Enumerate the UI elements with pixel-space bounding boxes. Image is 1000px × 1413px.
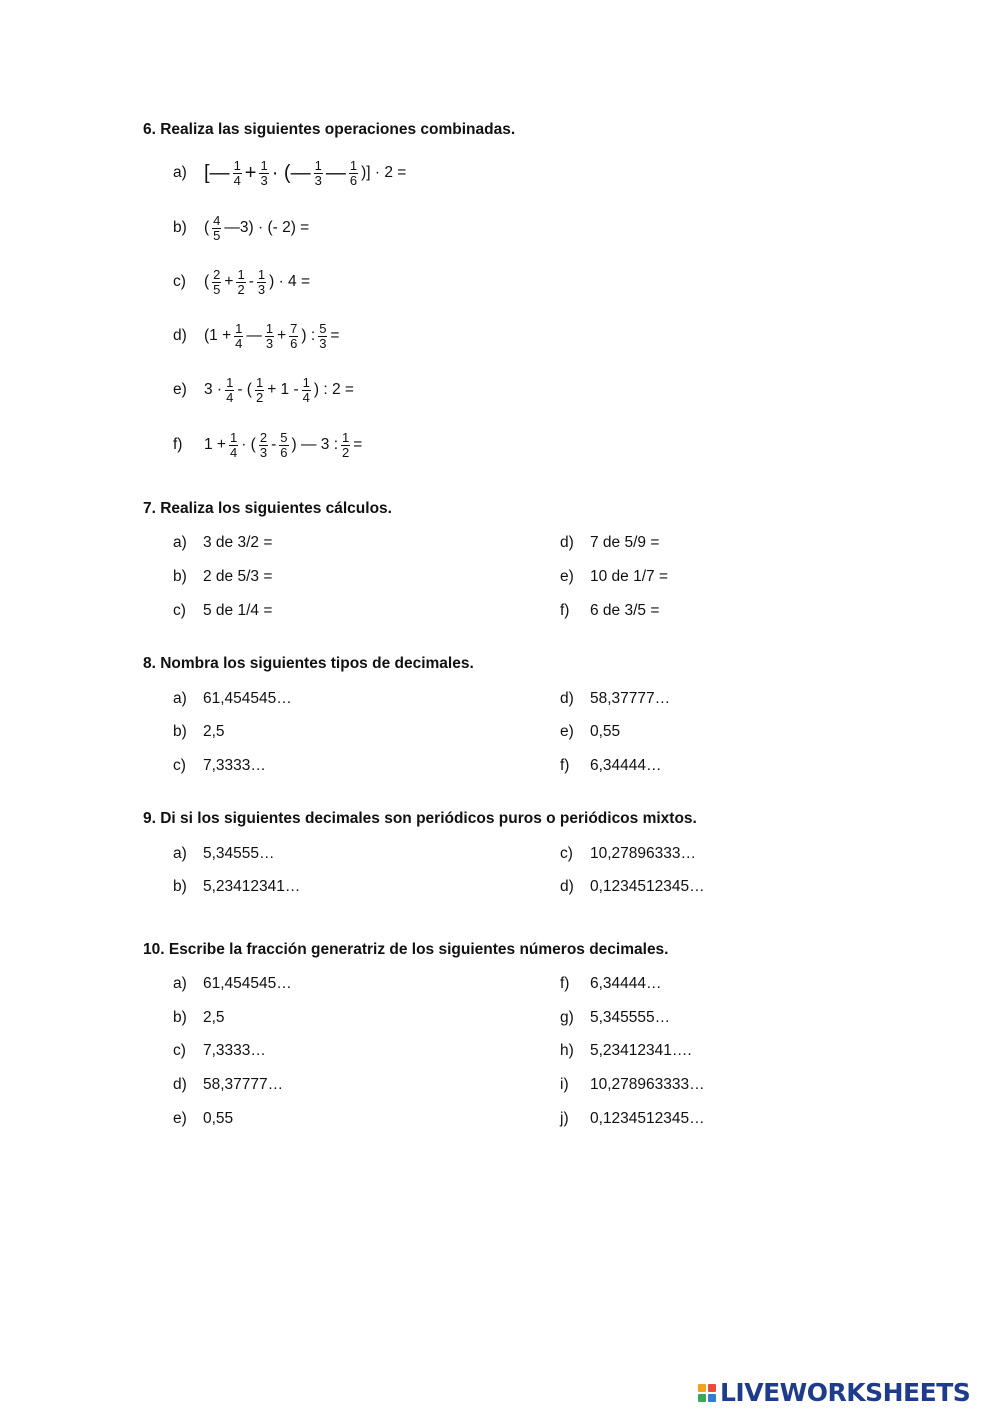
q7-title: 7. Realiza los siguientes cálculos.: [143, 500, 392, 517]
q8-item-d: d) 58,37777…: [560, 690, 671, 707]
q10-item-g: g) 5,345555…: [560, 1009, 671, 1026]
q9-item-c: c) 10,27896333…: [560, 845, 697, 862]
q6-item-a-label: a): [173, 164, 187, 181]
q6-item-b-label: b): [173, 219, 187, 236]
logo-mark-square: [698, 1394, 706, 1402]
logo-mark-square: [698, 1384, 706, 1392]
q8-item-f: f) 6,34444…: [560, 757, 662, 774]
q8-title: 8. Nombra los siguientes tipos de decimales.: [143, 655, 474, 672]
q6-item-f-label: f): [173, 436, 183, 453]
q6-expression-b: ( $\frac{4}{5}$ —3) · (- 2) =: [204, 212, 310, 243]
q6-expression-f: 1 + $\frac{1}{4}$ · ( $\frac{2}{3}$ - $\frac{5}{6}$ ) — 3 : $\frac{1}{2}$ =: [204, 429, 363, 460]
q7-item-c: c) 5 de 1/4 =: [173, 602, 273, 619]
q6-expression-e: 3 · $\frac{1}{4}$ - ( $\frac{1}{2}$ + 1 - $\frac{1}{4}$ ) : 2 =: [204, 374, 354, 405]
q10-item-j: j) 0,1234512345…: [560, 1110, 705, 1127]
q8-item-c: c) 7,3333…: [173, 757, 266, 774]
q7-item-a: a) 3 de 3/2 =: [173, 534, 273, 551]
q10-title: 10. Escribe la fracción generatriz de los siguientes números decimales.: [143, 941, 669, 958]
q9-item-b: b) 5,23412341…: [173, 878, 301, 895]
q6-title: 6. Realiza las siguientes operaciones combinadas.: [143, 121, 516, 138]
q9-title: 9. Di si los siguientes decimales son periódicos puros o periódicos mixtos.: [143, 810, 697, 827]
q9-item-d: d) 0,1234512345…: [560, 878, 705, 895]
logo-mark-square: [708, 1394, 716, 1402]
q10-item-h: h) 5,23412341….: [560, 1042, 692, 1059]
q10-item-e: e) 0,55: [173, 1110, 234, 1127]
q10-item-d: d) 58,37777…: [173, 1076, 284, 1093]
logo-text: LIVEWORKSHEETS: [720, 1378, 971, 1407]
q10-item-i: i) 10,278963333…: [560, 1076, 705, 1093]
q8-item-a: a) 61,454545…: [173, 690, 292, 707]
q6-expression-c: ( $\frac{2}{5}$ + $\frac{1}{2}$ - $\frac{1}{3}$ ) · 4 =: [204, 266, 311, 297]
q7-item-f: f) 6 de 3/5 =: [560, 602, 660, 619]
liveworksheets-logo[interactable]: [698, 1378, 970, 1407]
liveworksheets-mark-icon: [698, 1384, 716, 1402]
q8-item-e: e) 0,55: [560, 723, 621, 740]
q10-item-c: c) 7,3333…: [173, 1042, 266, 1059]
q7-item-d: d) 7 de 5/9 =: [560, 534, 660, 551]
q6-item-e-label: e): [173, 381, 187, 398]
q9-item-a: a) 5,34555…: [173, 845, 275, 862]
q10-item-f: f) 6,34444…: [560, 975, 662, 992]
logo-mark-square: [708, 1384, 716, 1392]
q6-expression-a: [— $\frac{1}{4}$ + $\frac{1}{3}$ · (— $\frac{1}{3}$ — $\frac{1}{6}$ )] · 2 =: [204, 157, 407, 188]
q8-item-b: b) 2,5: [173, 723, 225, 740]
q7-item-b: b) 2 de 5/3 =: [173, 568, 273, 585]
q7-item-e: e) 10 de 1/7 =: [560, 568, 668, 585]
q10-item-a: a) 61,454545…: [173, 975, 292, 992]
q6-expression-d: (1 + $\frac{1}{4}$ — $\frac{1}{3}$ + $\frac{7}{6}$ ) : $\frac{5}{3}$ =: [204, 320, 340, 351]
q6-item-c-label: c): [173, 273, 186, 290]
q6-item-d-label: d): [173, 327, 187, 344]
q10-item-b: b) 2,5: [173, 1009, 225, 1026]
